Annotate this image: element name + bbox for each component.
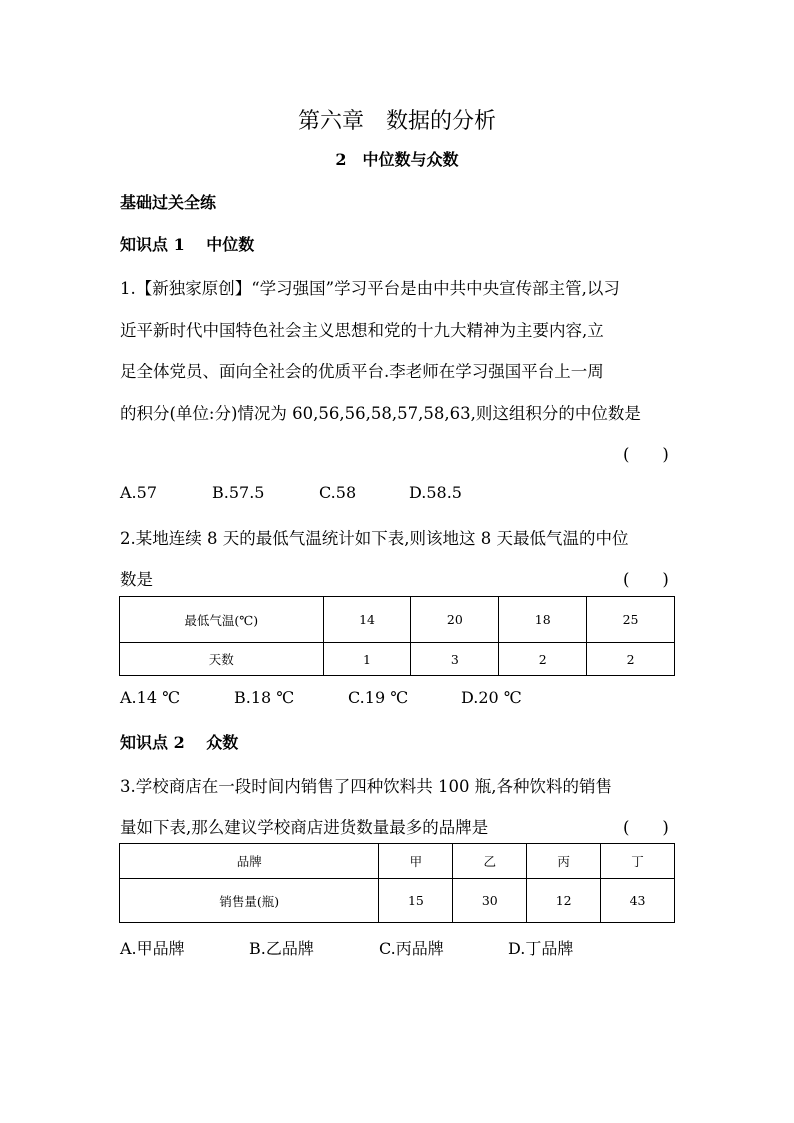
q3-line-2: 量如下表,那么建议学校商店进货数量最多的品牌是 [120,818,489,837]
q3-option-d: D.丁品牌 [508,939,574,958]
q2-option-b: B.18 ℃ [234,688,295,707]
table-cell: 15 [379,879,453,923]
section-title: 2 中位数与众数 [335,150,459,169]
q1-answer-bracket: ( ) [623,445,669,464]
q3-answer-bracket: ( ) [623,818,669,837]
knowledge-point-1: 知识点 1 中位数 [120,235,255,254]
table-cell: 丙 [527,844,601,879]
table-cell: 甲 [379,844,453,879]
temperature-table [119,596,675,676]
table-row [120,597,675,643]
q1-line-1: 1.【新独家原创】“学习强国”学习平台是由中共中央宣传部主管,以习 [120,279,620,298]
table-header-cell: 品牌 [120,844,379,879]
table-cell: 3 [411,643,499,676]
q2-option-d: D.20 ℃ [461,688,522,707]
table-cell: 丁 [601,844,675,879]
table-header-cell: 最低气温(℃) [120,597,324,643]
table-cell: 2 [499,643,587,676]
table-cell: 25 [587,597,675,643]
q2-line-1: 2.某地连续 8 天的最低气温统计如下表,则该地这 8 天最低气温的中位 [120,529,629,548]
table-row [120,879,675,923]
knowledge-point-2: 知识点 2 众数 [120,733,239,752]
q3-line-1: 3.学校商店在一段时间内销售了四种饮料共 100 瓶,各种饮料的销售 [120,777,612,796]
table-cell: 20 [411,597,499,643]
table-cell: 43 [601,879,675,923]
q1-option-c: C.58 [319,483,357,502]
q2-option-c: C.19 ℃ [348,688,409,707]
sales-table [119,843,675,923]
q3-option-c: C.丙品牌 [379,939,444,958]
table-cell: 12 [527,879,601,923]
table-cell: 1 [323,643,411,676]
table-cell: 2 [587,643,675,676]
q2-line-2: 数是 [120,570,153,589]
q1-line-4: 的积分(单位:分)情况为 60,56,56,58,57,58,63,则这组积分的中位数是 [120,404,641,423]
q1-line-2: 近平新时代中国特色社会主义思想和党的十九大精神为主要内容,立 [120,321,604,340]
q3-option-a: A.甲品牌 [120,939,185,958]
table-row [120,643,675,676]
table-header-cell: 天数 [120,643,324,676]
chapter-title: 第六章 数据的分析 [297,109,496,134]
table-header-cell: 销售量(瓶) [120,879,379,923]
q1-option-b: B.57.5 [212,483,265,502]
table-cell: 30 [453,879,527,923]
q3-option-b: B.乙品牌 [249,939,314,958]
table-cell: 乙 [453,844,527,879]
q2-answer-bracket: ( ) [623,570,669,589]
table-row [120,844,675,879]
table-cell: 18 [499,597,587,643]
exercise-heading: 基础过关全练 [120,193,217,212]
table-cell: 14 [323,597,411,643]
q1-option-d: D.58.5 [409,483,462,502]
q1-line-3: 足全体党员、面向全社会的优质平台.李老师在学习强国平台上一周 [120,362,604,381]
q2-option-a: A.14 ℃ [120,688,180,707]
q1-option-a: A.57 [120,483,157,502]
